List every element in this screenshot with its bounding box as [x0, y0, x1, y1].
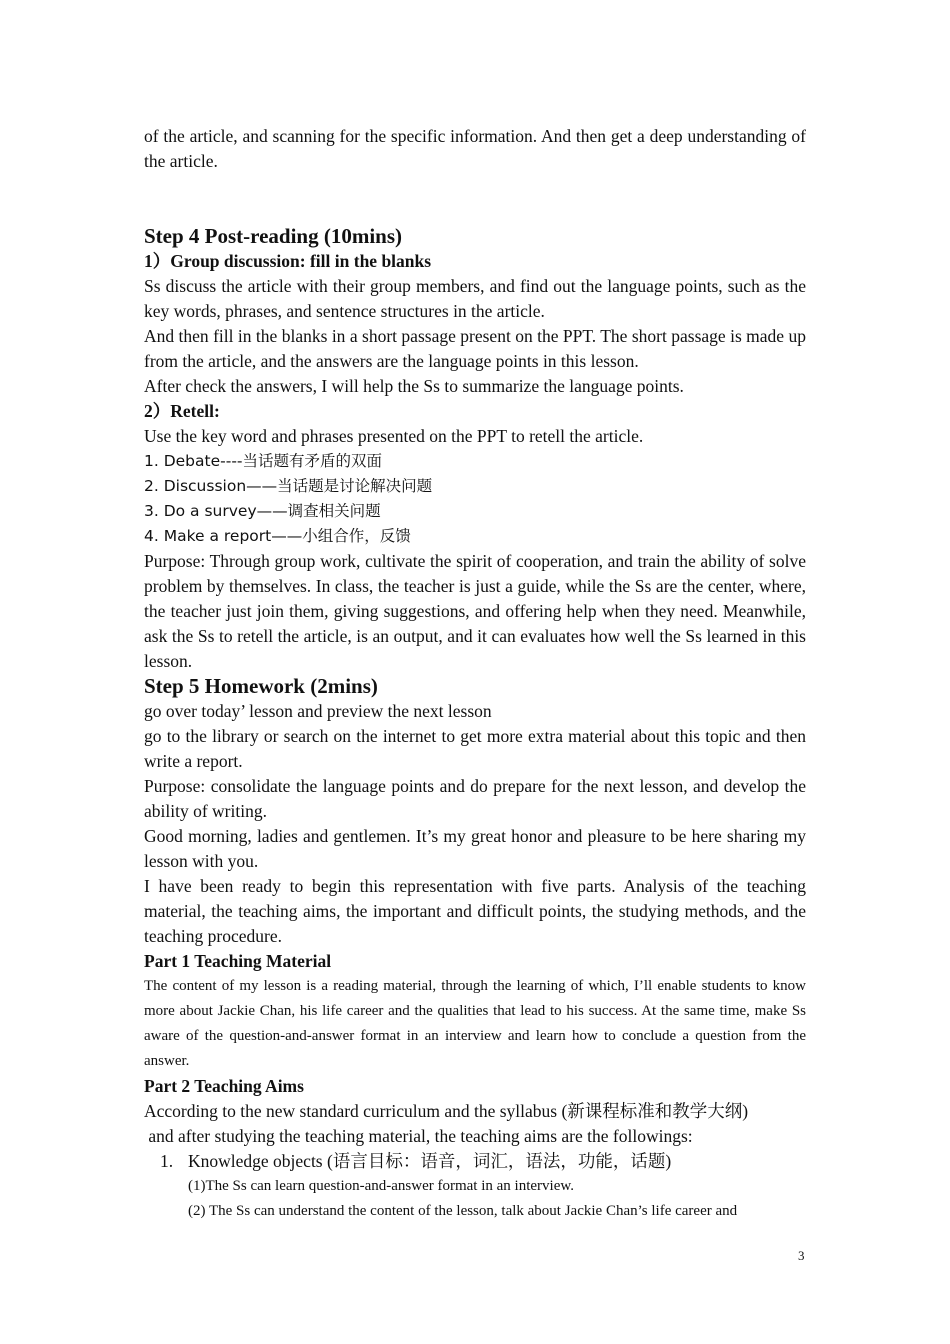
homework-item-1: go over today’ lesson and preview the next lesson — [144, 701, 492, 721]
step5-heading: Step 5 Homework (2mins) — [144, 674, 378, 698]
homework-item-2: go to the library or search on the internet to get more extra material about this topic and then write a report. — [144, 726, 806, 771]
activity-list-item: 3. Do a survey——调查相关问题 — [144, 502, 381, 520]
part2-heading: Part 2 Teaching Aims — [144, 1076, 304, 1096]
activity-list-item: 1. Debate----当话题有矛盾的双面 — [144, 452, 383, 470]
knowledge-objects-text: Knowledge objects (语言目标：语音，词汇，语法，功能，话题) — [188, 1151, 672, 1171]
part2-paragraph-2: and after studying the teaching material, the teaching aims are the followings: — [144, 1126, 693, 1146]
step4-heading: Step 4 Post-reading (10mins) — [144, 224, 403, 248]
knowledge-object-1: (1)The Ss can learn question-and-answer format in an interview. — [188, 1178, 574, 1194]
overview-paragraph: I have been ready to begin this representation with five parts. Analysis of the teaching material, the teaching aims, the important and difficult points, the studying methods, and the teaching procedure. — [144, 876, 806, 946]
group-discussion-heading: 1）Group discussion: fill in the blanks — [144, 251, 432, 271]
step4-purpose: Purpose: Through group work, cultivate the spirit of cooperation, and train the ability of solve problem by themselves. In class, the teacher is just a guide, while the Ss are the center, where, the teacher just join them, giving suggestions, and offering help when they need. Meanwhile, ask the Ss to retell the article, is an output, and it can evaluates how well the Ss learned in this lesson. — [144, 551, 806, 671]
retell-heading: 2）Retell: — [144, 401, 220, 421]
part2-paragraph-1: According to the new standard curriculum and the syllabus (新课程标准和教学大纲) — [144, 1101, 749, 1121]
intro-continuation: of the article, and scanning for the specific information. And then get a deep understanding of the article. — [144, 126, 806, 171]
group-paragraph-3: After check the answers, I will help the Ss to summarize the language points. — [144, 376, 684, 396]
activity-list-item: 4. Make a report——小组合作，反馈 — [144, 527, 411, 545]
spacer — [144, 174, 806, 224]
step5-purpose: Purpose: consolidate the language points and do prepare for the next lesson, and develop the ability of writing. — [144, 776, 806, 821]
group-paragraph-2: And then fill in the blanks in a short passage present on the PPT. The short passage is made up from the article, and the answers are the language points in this lesson. — [144, 326, 806, 371]
list-number: 1. — [160, 1151, 174, 1171]
activity-list-item: 2. Discussion——当话题是讨论解决问题 — [144, 477, 433, 495]
page-number: 3 — [798, 1248, 805, 1263]
knowledge-object-2: (2) The Ss can understand the content of the lesson, talk about Jackie Chan’s life career and — [188, 1203, 738, 1219]
retell-paragraph: Use the key word and phrases presented on the PPT to retell the article. — [144, 426, 644, 446]
greeting-paragraph: Good morning, ladies and gentlemen. It’s my great honor and pleasure to be here sharing my lesson with you. — [144, 826, 806, 871]
page-content — [144, 124, 806, 1224]
part1-paragraph: The content of my lesson is a reading material, through the learning of which, I’ll enable students to know more about Jackie Chan, his life career and the qualities that lead to his success. At the same time, make Ss aware of the question-and-answer format in an interview and learn how to conclude a question from the answer. — [144, 978, 806, 1069]
part1-heading: Part 1 Teaching Material — [144, 951, 332, 971]
knowledge-objects-item — [160, 1149, 806, 1174]
group-paragraph-1: Ss discuss the article with their group members, and find out the language points, such as the key words, phrases, and sentence structures in the article. — [144, 276, 806, 321]
